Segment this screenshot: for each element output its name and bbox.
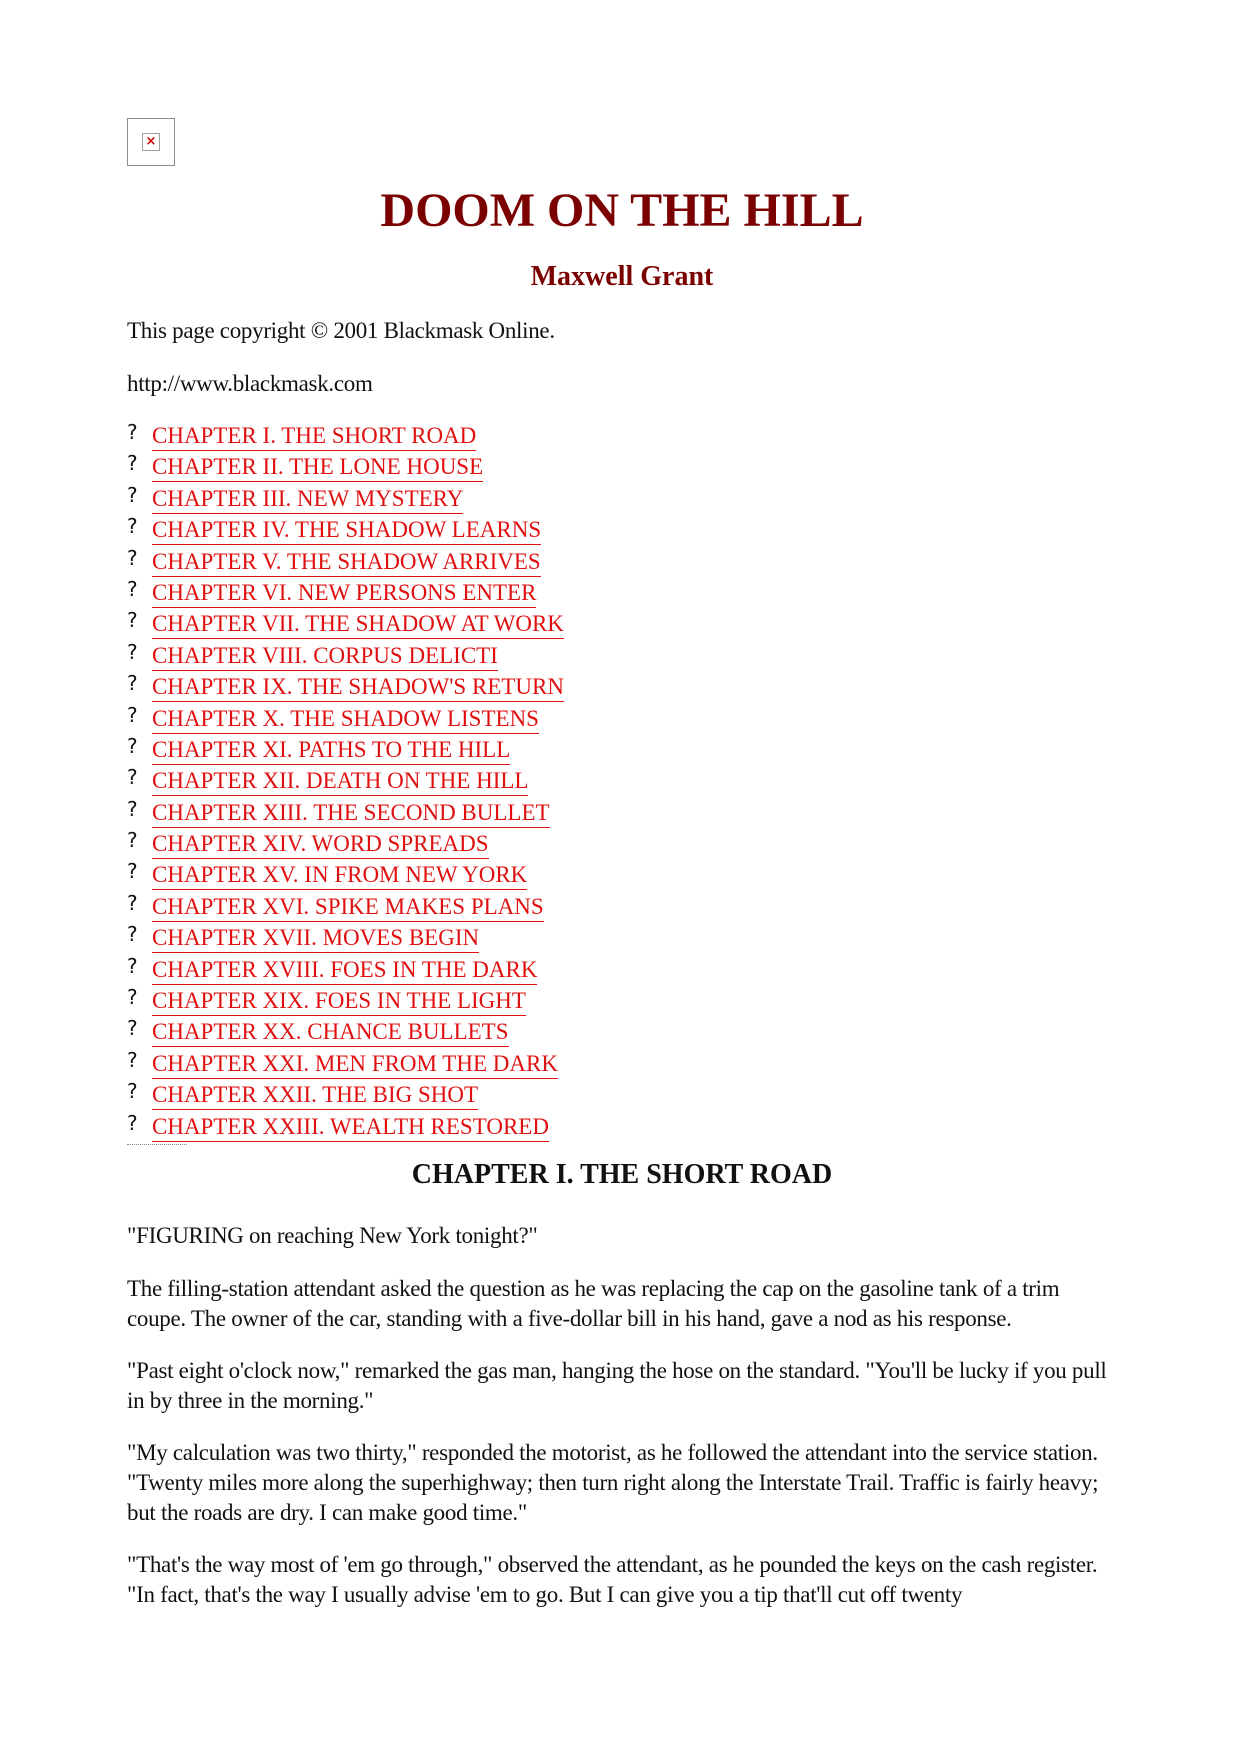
divider: [127, 1144, 187, 1149]
toc-chapter-link[interactable]: CHAPTER III. NEW MYSTERY: [152, 485, 463, 514]
toc-bullet: ?: [127, 922, 138, 947]
toc-chapter-link[interactable]: CHAPTER IX. THE SHADOW'S RETURN: [152, 673, 564, 702]
toc-bullet: ?: [127, 985, 138, 1010]
chapter-paragraph: "That's the way most of 'em go through," observed the attendant, as he pounded the keys on the cash register. "In fact, that's the way I usually advise 'em to go. But I can give you a tip that'll cut off twenty: [127, 1552, 1098, 1607]
chapter-paragraph: "Past eight o'clock now," remarked the gas man, hanging the hose on the standard. "You'll be lucky if you pull in by three in the morning.": [127, 1358, 1107, 1413]
toc-chapter-link[interactable]: CHAPTER X. THE SHADOW LISTENS: [152, 705, 539, 734]
toc-bullet: ?: [127, 576, 138, 601]
toc-chapter-link[interactable]: CHAPTER XIX. FOES IN THE LIGHT: [152, 987, 526, 1016]
toc-bullet: ?: [127, 702, 138, 727]
toc-bullet: ?: [127, 1016, 138, 1041]
toc-chapter-link[interactable]: CHAPTER XV. IN FROM NEW YORK: [152, 861, 527, 890]
chapter-paragraph: The filling-station attendant asked the question as he was replacing the cap on the gasoline tank of a trim coupe. The owner of the car, standing with a five-dollar bill in his hand, gave a nod as his response.: [127, 1276, 1060, 1331]
toc-chapter-link[interactable]: CHAPTER XXII. THE BIG SHOT: [152, 1081, 478, 1110]
toc-chapter-link[interactable]: CHAPTER XXI. MEN FROM THE DARK: [152, 1050, 558, 1079]
toc-chapter-link[interactable]: CHAPTER IV. THE SHADOW LEARNS: [152, 516, 541, 545]
toc-chapter-link[interactable]: CHAPTER VII. THE SHADOW AT WORK: [152, 610, 564, 639]
site-url: http://www.blackmask.com: [127, 371, 373, 396]
toc-bullet: ?: [127, 828, 138, 853]
toc-bullet: ?: [127, 733, 138, 758]
chapter-paragraph: "My calculation was two thirty," responded the motorist, as he followed the attendant into the service station. "Twenty miles more along the superhighway; then turn right along the Interstate Trail. Traffic is fairly heavy; but the roads are dry. I can make good time.": [127, 1440, 1099, 1525]
toc-chapter-link[interactable]: CHAPTER VI. NEW PERSONS ENTER: [152, 579, 536, 608]
book-author: Maxwell Grant: [530, 261, 714, 292]
toc-bullet: ?: [127, 482, 138, 507]
toc-bullet: ?: [127, 859, 138, 884]
toc-bullet: ?: [127, 953, 138, 978]
toc-bullet: ?: [127, 420, 138, 444]
toc-bullet: ?: [127, 671, 138, 696]
toc-chapter-link[interactable]: CHAPTER XII. DEATH ON THE HILL: [152, 767, 528, 796]
toc-chapter-link[interactable]: CHAPTER I. THE SHORT ROAD: [152, 422, 476, 451]
toc-bullet: ?: [127, 514, 138, 539]
chapter-paragraph: "FIGURING on reaching New York tonight?": [127, 1223, 538, 1248]
toc-chapter-link[interactable]: CHAPTER XVII. MOVES BEGIN: [152, 924, 479, 953]
toc-chapter-link[interactable]: CHAPTER XVI. SPIKE MAKES PLANS: [152, 893, 544, 922]
toc-chapter-link[interactable]: CHAPTER II. THE LONE HOUSE: [152, 453, 483, 482]
toc-bullet: ?: [127, 639, 138, 664]
copyright-notice: This page copyright © 2001 Blackmask Online.: [127, 318, 555, 343]
broken-image-placeholder: [127, 118, 175, 166]
toc-chapter-link[interactable]: CHAPTER XIV. WORD SPREADS: [152, 830, 489, 859]
toc-chapter-link[interactable]: CHAPTER VIII. CORPUS DELICTI: [152, 642, 498, 671]
chapter-heading: CHAPTER I. THE SHORT ROAD: [411, 1159, 833, 1190]
toc-chapter-link[interactable]: CHAPTER V. THE SHADOW ARRIVES: [152, 548, 541, 577]
toc-chapter-link[interactable]: CHAPTER XXIII. WEALTH RESTORED: [152, 1113, 549, 1142]
toc-bullet: ?: [127, 1079, 138, 1104]
toc-bullet: ?: [127, 451, 138, 476]
toc-bullet: ?: [127, 765, 138, 790]
toc-bullet: ?: [127, 796, 138, 821]
toc-bullet: ?: [127, 608, 138, 633]
toc-bullet: ?: [127, 545, 138, 570]
book-title: DOOM ON THE HILL: [380, 184, 864, 237]
broken-image-icon: ×: [142, 133, 160, 151]
toc-bullet: ?: [127, 1047, 138, 1072]
toc-chapter-link[interactable]: CHAPTER XIII. THE SECOND BULLET: [152, 799, 550, 828]
toc-bullet: ?: [127, 1110, 138, 1135]
toc-chapter-link[interactable]: CHAPTER XI. PATHS TO THE HILL: [152, 736, 510, 765]
toc-bullet: ?: [127, 890, 138, 915]
toc-chapter-link[interactable]: CHAPTER XX. CHANCE BULLETS: [152, 1018, 509, 1047]
toc-chapter-link[interactable]: CHAPTER XVIII. FOES IN THE DARK: [152, 956, 537, 985]
